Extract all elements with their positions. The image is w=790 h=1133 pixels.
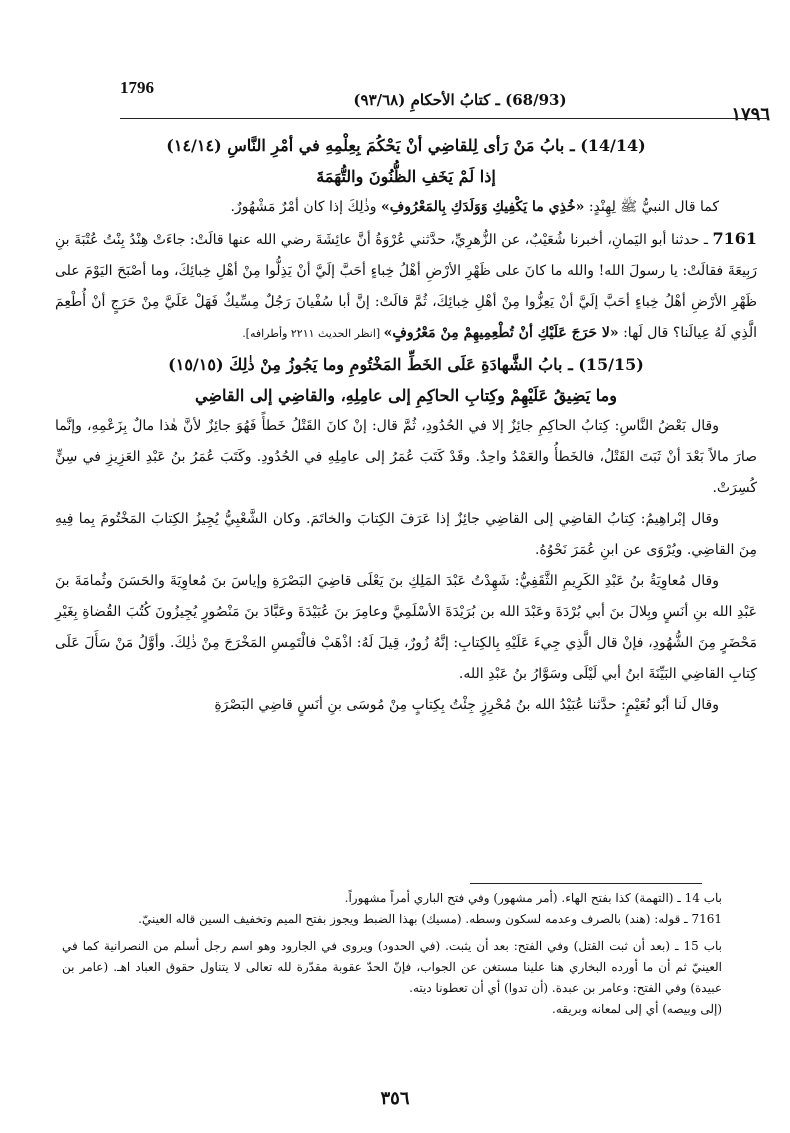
chapter-15-title	[55, 349, 757, 411]
chapter-15-para-3: وقال مُعاوِيَةُ بنُ عَبْدِ الكَرِيمِ الثَّقَفِيُّ: شَهِدْتُ عَبْدَ المَلِكِ بنَ يَعْلَى قاضِيَ البَصْرَةِ وإياسَ بنَ مُعاوِيَةَ والحَسَنَ وثُمامَةَ بنَ عَبْدِ الله بنِ أنَسٍ وبِلالَ بنَ أبي بُرْدَةَ وعَبْدَ الله بن بُرَيْدَةَ الأسْلَمِيَّ وعامِرَ بنَ عُبَيْدَةَ وعَبَّادَ بنَ مَنْصُورٍ يُجِيزُونَ كُتُبَ القُضاةِ بِغَيْرِ مَحْضَرٍ مِنَ الشُّهُودِ، فإنْ قال الَّذِي جِيءَ عَلَيْهِ بِالكِتابِ: إنَّهُ زُورٌ، قِيلَ لَهُ: اذْهَبْ فالْتَمِسِ المَخْرَجَ مِنْ ذٰلِكَ. وأوَّلُ مَنْ سَأَلَ عَلَى كِتابِ القاضِي البَيِّنَةَ ابنُ أبي لَيْلَى وسَوَّارُ بنُ عَبْدِ الله.	[55, 573, 757, 682]
chapter-14-title-line2: إذا لَمْ يَخَفِ الظُّنُونَ والتُّهَمَةَ	[316, 167, 496, 186]
footnotes	[62, 888, 722, 1020]
hadith-quote: «لا حَرَجَ عَلَيْكِ أنْ تُطْعِمِيهِمْ مِنْ مَعْرُوفٍ»	[383, 325, 619, 341]
intro-text-b: وذٰلِكَ إذا كان أمْرٌ مَشْهُورٌ.	[230, 199, 381, 215]
hadith-reference: [انظر الحديث ٢٢١١ وأطرافه].	[242, 327, 384, 340]
main-text	[55, 130, 757, 721]
chapter-15-para-1: وقال بَعْضُ النَّاسِ: كِتابُ الحاكِمِ جائِزٌ إلا في الحُدُودِ، ثُمَّ قال: إنْ كانَ القَتْلُ خَطأً فَهُوَ جائِزٌ لأنَّ هٰذا مالٌ بِزَعْمِهِ، وإنَّما صارَ مالاً بَعْدَ أنْ ثَبَتَ القَتْلُ، فالخَطأُ والعَمْدُ واحِدٌ. وقَدْ كَتَبَ عُمَرُ إلى عامِلِهِ في الحُدُودِ. وكَتَبَ عُمَرُ بنُ عَبْدِ العَزِيزِ في سِنٍّ كُسِرَتْ.	[55, 418, 757, 496]
page-number-latin: 1796	[120, 78, 154, 97]
intro-quote: «خُذِي ما يَكْفِيكِ وَوَلَدَكِ بِالمَعْرُوفِ»	[380, 199, 585, 215]
footnote-4: (إلى وبيصه) أي إلى لمعانه وبريقه.	[552, 1002, 722, 1016]
chapter-15-para-2: وقال إبْراهِيمُ: كِتابُ القاضِي إلى القاضِي جائِزٌ إذا عَرَفَ الكِتابَ والخاتَمَ. وكان الشَّعْبِيُّ يُجِيزُ الكِتابَ المَخْتُومَ بِما فِيهِ مِنَ القاضِي. ويُرْوَى عن ابنِ عُمَرَ نَحْوُهُ.	[55, 511, 757, 558]
chapter-14-intro	[55, 192, 757, 223]
intro-text-a: كما قال النبيُّ ﷺ لِهِنْدٍ:	[584, 199, 719, 215]
footnote-1: باب 14 ـ (التهمة) كذا بفتح الهاء. (أمر مشهور) وفي فتح الباري أمراً مشهوراً.	[344, 891, 722, 905]
chapter-15-title-line2: وما يَضِيقُ عَلَيْهِمْ وكِتابِ الحاكِمِ إلى عامِلِهِ، والقاضِي إلى القاضِي	[195, 386, 617, 405]
chapter-14-title	[55, 130, 757, 192]
hadith-7161	[55, 223, 757, 349]
footnote-2: 7161 ـ قوله: (هند) بالصرف وعدمه لسكون وسطه. (مسيك) بهذا الضبط ويجوز بفتح الميم وتخفيف السين قاله العينيّ.	[138, 912, 722, 926]
hadith-text: ـ حدثنا أبو اليَمانِ، أخبرنا شُعَيْبٌ، عن الزُّهرِيِّ، حدَّثني عُرْوَةُ أنَّ عائِشَةَ رضي الله عنها قالَتْ: جاءَتْ هِنْدُ بِنْتُ عُتْبَةَ بنِ رَبِيعَةَ فقالَتْ: يا رسولَ الله! والله ما كانَ على ظَهْرِ الأرْضِ أهْلُ خِباءٍ أحَبَّ إلَيَّ أنْ يَذِلُّوا مِنْ أهْلِ خِبائِكَ، وما أصْبَحَ اليَوْمَ على ظَهْرِ الأرْضِ أهْلُ خِباءٍ أحَبَّ إلَيَّ أنْ يَعِزُّوا مِنْ أهْلِ خِبائِكَ، ثُمَّ قالَتْ: إنَّ أبا سُفْيانَ رَجُلٌ مِسِّيكٌ فَهَلْ عَلَيَّ مِنْ حَرَجٍ أنْ أُطْعِمَ الَّذِي لَهُ عِيالَنا؟ قال لَها:	[55, 232, 757, 341]
running-head: (68/93) ـ كتابُ الأحكامِ (٩٣/٦٨)	[353, 91, 567, 109]
chapter-14-title-line1: (14/14) ـ بابُ مَنْ رَأى لِلقاضِي أنْ يَحْكُمَ بِعِلْمِهِ في أمْرِ النَّاسِ (١٤/١٤)	[166, 136, 646, 155]
page-number-arabic: ١٧٩٦	[731, 104, 770, 125]
header-rule	[120, 118, 768, 119]
hadith-number: 7161	[712, 229, 757, 248]
page-number-bottom: ٣٥٦	[380, 1088, 410, 1109]
footnote-3: باب 15 ـ (بعد أن ثبت القتل) وفي الفتح: بعد أن يثبت. (في الحدود) ويروى في الجارود وهو اسم رجل أسلم من النصرانية كما في العينيّ ثم أن ما أورده البخاري هنا علينا مستغن عن الجواب، فإنّ الحدّ عقوبة مقدّرة لله تعالى لا يتناول حقوق العباد اهـ. (عامر بن عبيدة) وفي الفتح: وعامر بن عبدة. (أن تدوا) أي أن تعطونا ديته.	[62, 939, 723, 995]
footnote-rule	[470, 883, 702, 884]
chapter-15-title-line1: (15/15) ـ بابُ الشَّهادَةِ عَلَى الخَطِّ المَخْتُومِ وما يَجُوزُ مِنْ ذٰلِكَ (١٥/١٥)	[168, 355, 644, 374]
chapter-15-para-4: وقال لَنا أبُو نُعَيْمٍ: حدَّثنا عُبَيْدُ الله بنُ مُحْرِزٍ جِئْتُ بِكِتابٍ مِنْ مُوسَى بنِ أنَسٍ قاضِي البَصْرَةِ	[214, 697, 719, 713]
